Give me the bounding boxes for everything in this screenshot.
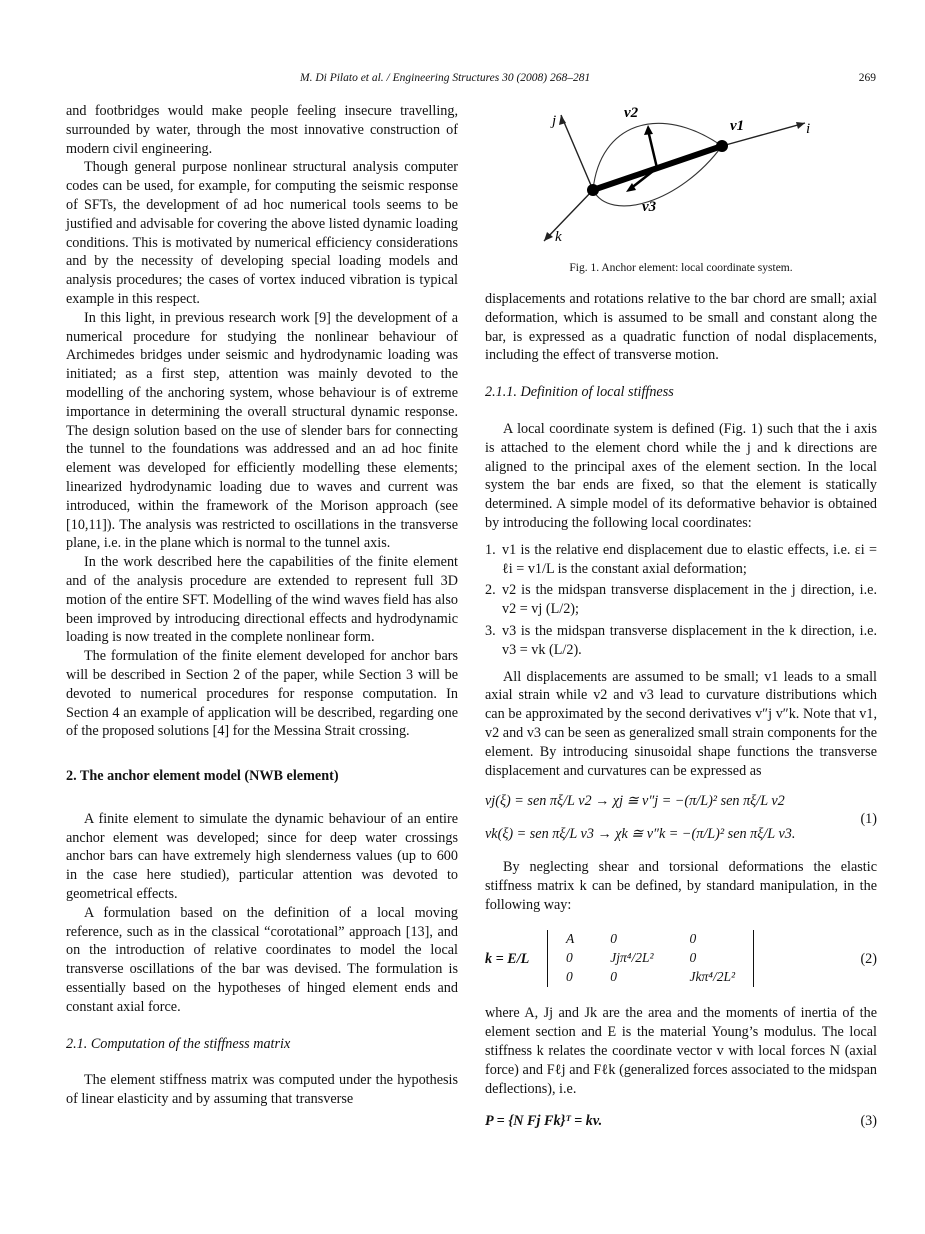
equation-number: (1) [860,811,877,828]
paragraph: displacements and rotations relative to the bar chord are small; axial deformation, which is assumed to be small and constant along the bar, is expressed as a quadratic function of nodal displacements, including the effect of transverse motion. [485,291,877,364]
node-right [716,140,728,152]
equation-line: vj(ξ) = sen πξ/L v2 → χj ≅ v″j = −(π/L)² sen πξ/L v2 [485,793,785,810]
right-column [485,290,877,1137]
node-left [587,184,599,196]
stiffness-matrix: A 0 0 0 Jjπ⁴/2L² 0 0 0 Jkπ⁴/2L² [547,930,754,986]
figure-caption: Fig. 1. Anchor element: local coordinate system. [569,262,793,274]
paragraph: The formulation of the finite element developed for anchor bars will be described in Section 2 of the paper, while Section 3 will be devoted to numerical procedures for response computation. In Section 4 an example of application will be described, regarding one of the proposed solutions [4] for the Messina Strait crossing. [66,648,458,740]
page-number: 269 [858,72,876,84]
label-j: j [552,113,557,129]
paragraph: The element stiffness matrix was computed under the hypothesis of linear elasticity and by assuming that transverse [66,1072,458,1108]
arrow-v2 [648,130,657,168]
matrix-lhs: k = E/L [485,951,530,968]
equation-number: (2) [860,951,877,968]
equation-line: vk(ξ) = sen πξ/L v3 → χk ≅ v″k = −(π/L)² sen πξ/L v3. [485,826,796,843]
curve-v2 [593,123,722,190]
axis-k [544,190,593,241]
paragraph: All displacements are assumed to be small; v1 leads to a small axial strain while v2 and v3 lead to curvature distributions which can be approximated by the second derivatives v″j v″k. Note that v1, v2 and v3 can be seen as generalized small strain components for the element. By introducing sinusoidal shape functions the transverse displacement and curvatures can be expressed as [485,668,877,779]
paragraph: where A, Jj and Jk are the area and the moments of inertia of the element section and E is the material Young’s modulus. The local stiffness k relates the coordinate vector v with local forces N (axial force) and Fℓj and Fℓk (generalized forces associated to the midspan deflections), i.e. [485,1005,877,1097]
equation-2 [485,930,877,994]
figure-anchor-element [530,103,840,243]
paragraph: In the work described here the capabilities of the finite element and of the analysis procedure are extended to represent full 3D motion of the entire SFT. Modelling of the wind waves field has also been improved by introducing directional effects and hydrodynamic loading is now treated in the complete nonlinear form. [66,554,458,646]
section-heading: 2. The anchor element model (NWB element) [66,768,339,785]
coordinate-list [485,541,877,660]
label-v3: v3 [642,199,657,215]
label-v1: v1 [730,118,745,134]
left-column [66,102,458,1109]
list-item: 2. v2 is the midspan transverse displacement in the j direction, i.e. v2 = vj (L/2); [485,582,877,618]
paragraph: and footbridges would make people feeling insecure travelling, surrounded by water, through the most innovative construction of modern civil engineering. [66,103,458,157]
paragraph: Though general purpose nonlinear structural analysis computer codes can be used, for example, for computing the seismic response of SFTs, the development of ad hoc numerical tools seems to be justified and advisable for covering the above listed dynamic loading conditions. This is motivated by numerical efficiency considerations and by the necessity of developing special loading models and analysis procedures; the cases of vortex induced vibration is typical example in this respect. [66,159,459,307]
label-i: i [806,121,811,137]
paragraph: In this light, in previous research work [9] the development of a numerical procedure for studying the nonlinear behaviour of Archimedes bridges under seismic and hydrodynamic loading was initiated; as a first step, attention was mainly devoted to the modelling of the anchoring system, whose behaviour is of extreme importance in determining the overall structural dynamic response. The design solution based on the use of slender bars for connecting the tunnel to the foundations was addressed and an ad hoc finite element was developed for efficiently modelling these elements; linearized hydrodynamic loading due to waves and current was introduced, within the framework of the Morison approach (see [10,11]). The analysis was restricted to oscillations in the transverse plane, i.e. in the plane which is normal to the tunnel axis. [66,309,458,552]
label-v2: v2 [624,105,639,121]
paragraph: By neglecting shear and torsional deformations the elastic stiffness matrix k can be defined, by standard manipulation, in the following way: [485,858,877,913]
list-item: 3. v3 is the midspan transverse displacement in the k direction, i.e. v3 = vk (L/2). [485,622,877,658]
running-title: M. Di Pilato et al. / Engineering Structures 30 (2008) 268–281 [300,72,591,84]
list-item: 1. v1 is the relative end displacement due to elastic effects, i.e. εi = ℓi = v1/L is the constant axial deformation; [485,541,877,577]
paragraph: A local coordinate system is defined (Fig. 1) such that the i axis is attached to the element chord while the j and k directions are aligned to the principal axes of the element section. In the local system the bar ends are fixed, so that the element is statically determined. A simple model of its deformative behavior is obtained by introducing the following local coordinates: [485,420,877,531]
subsection-heading: 2.1. Computation of the stiffness matrix [66,1035,291,1052]
paragraph: A finite element to simulate the dynamic behaviour of an entire anchor element was developed; since for deep water crossings anchor bars can have extremely high slenderness values (up to 600 in the case here studied), particular attention was devoted to geometrical effects. [66,810,458,903]
label-k: k [555,229,562,243]
running-header [300,72,876,84]
axis-j [561,115,593,190]
equation-3: P = {N Fj Fk}ᵀ = kv. (3) [485,1113,877,1130]
paragraph: A formulation based on the definition of a local moving reference, such as in the classical “corotational” approach [13], and on the introduction of relative coordinates to model the local transverse oscillations of the bar was devised. The formulation is essentially based on the hypotheses of hinged element ends and constant axial force. [66,904,458,1015]
subsubsection-heading: 2.1.1. Definition of local stiffness [485,384,674,401]
equation-number: (3) [860,1113,877,1130]
equation-1 [485,792,877,844]
